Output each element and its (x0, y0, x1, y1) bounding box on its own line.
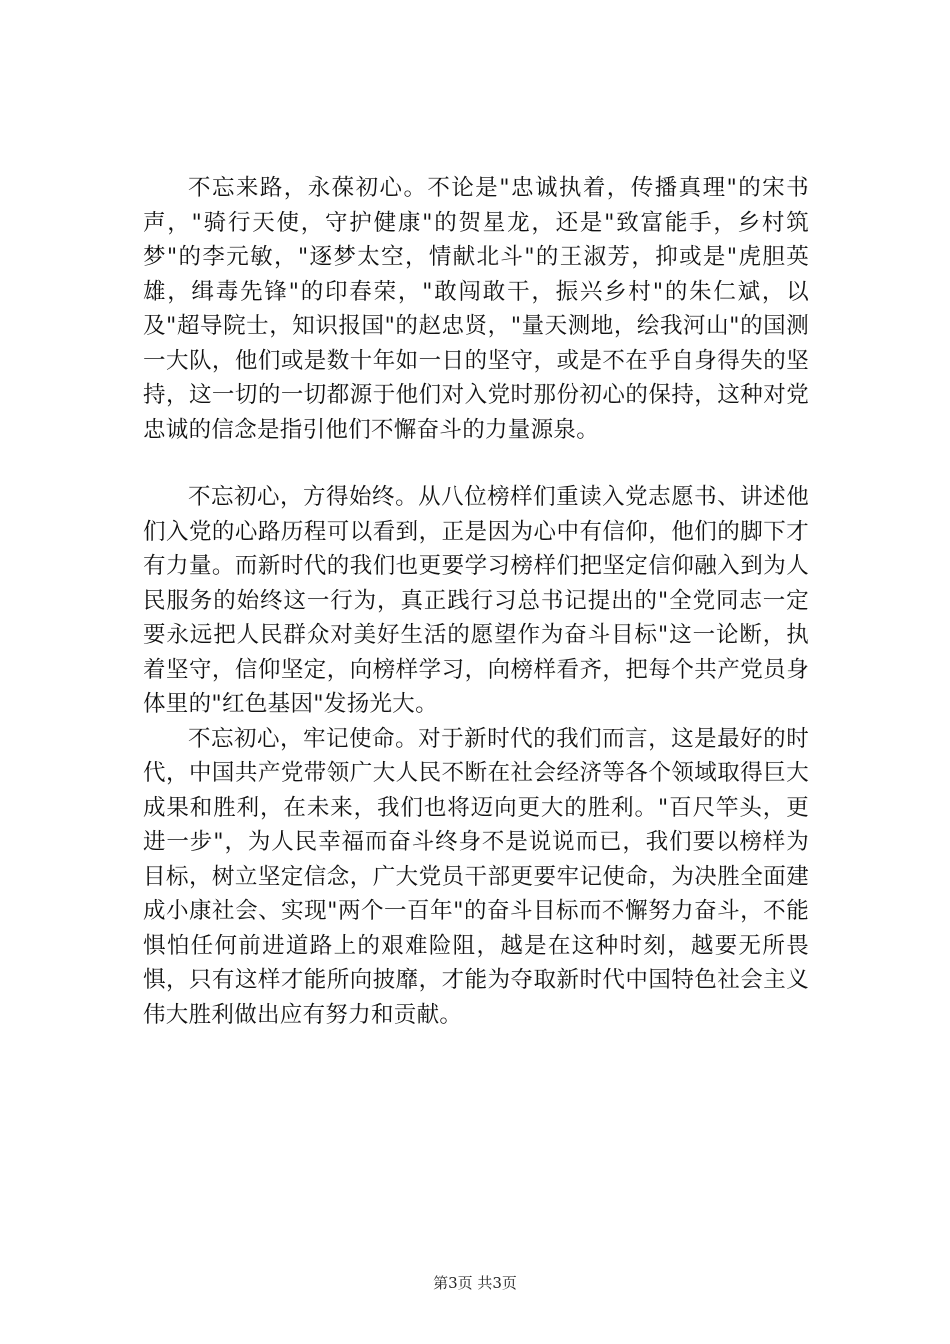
page-footer: 第3页 共3页 (433, 1274, 517, 1292)
document-body (143, 171, 809, 1032)
paragraph-1: 不忘来路，永葆初心。不论是"忠诚执着，传播真理"的宋书声，"骑行天使，守护健康"的贺星龙，还是"致富能手，乡村筑梦"的李元敏，"逐梦太空，情献北斗"的王淑芳，抑或是"虎胆英雄，缉毒先锋"的印春荣，"敢闯敢干，振兴乡村"的朱仁斌，以及"超导院士，知识报国"的赵忠贤，"量天测地，绘我河山"的国测一大队，他们或是数十年如一日的坚守，或是不在乎自身得失的坚持，这一切的一切都源于他们对入党时那份初心的保持，这种对党忠诚的信念是指引他们不懈奋斗的力量源泉。 (143, 175, 809, 443)
paragraph-3: 不忘初心，牢记使命。对于新时代的我们而言，这是最好的时代，中国共产党带领广大人民不断在社会经济等各个领域取得巨大成果和胜利，在未来，我们也将迈向更大的胜利。"百尺竿头，更进一步"，为人民幸福而奋斗终身不是说说而已，我们要以榜样为目标，树立坚定信念，广大党员干部更要牢记使命，为决胜全面建成小康社会、实现"两个一百年"的奋斗目标而不懈努力奋斗，不能惧怕任何前进道路上的艰难险阻，越是在这种时刻，越要无所畏惧，只有这样才能所向披靡，才能为夺取新时代中国特色社会主义伟大胜利做出应有努力和贡献。 (143, 725, 809, 1028)
paragraph-2: 不忘初心，方得始终。从八位榜样们重读入党志愿书、讲述他们入党的心路历程可以看到，正是因为心中有信仰，他们的脚下才有力量。而新时代的我们也更要学习榜样们把坚定信仰融入到为人民服务的始终这一行为，真正践行习总书记提出的"全党同志一定要永远把人民群众对美好生活的愿望作为奋斗目标"这一论断，执着坚守，信仰坚定，向榜样学习，向榜样看齐，把每个共产党员身体里的"红色基因"发扬光大。 (143, 484, 809, 717)
